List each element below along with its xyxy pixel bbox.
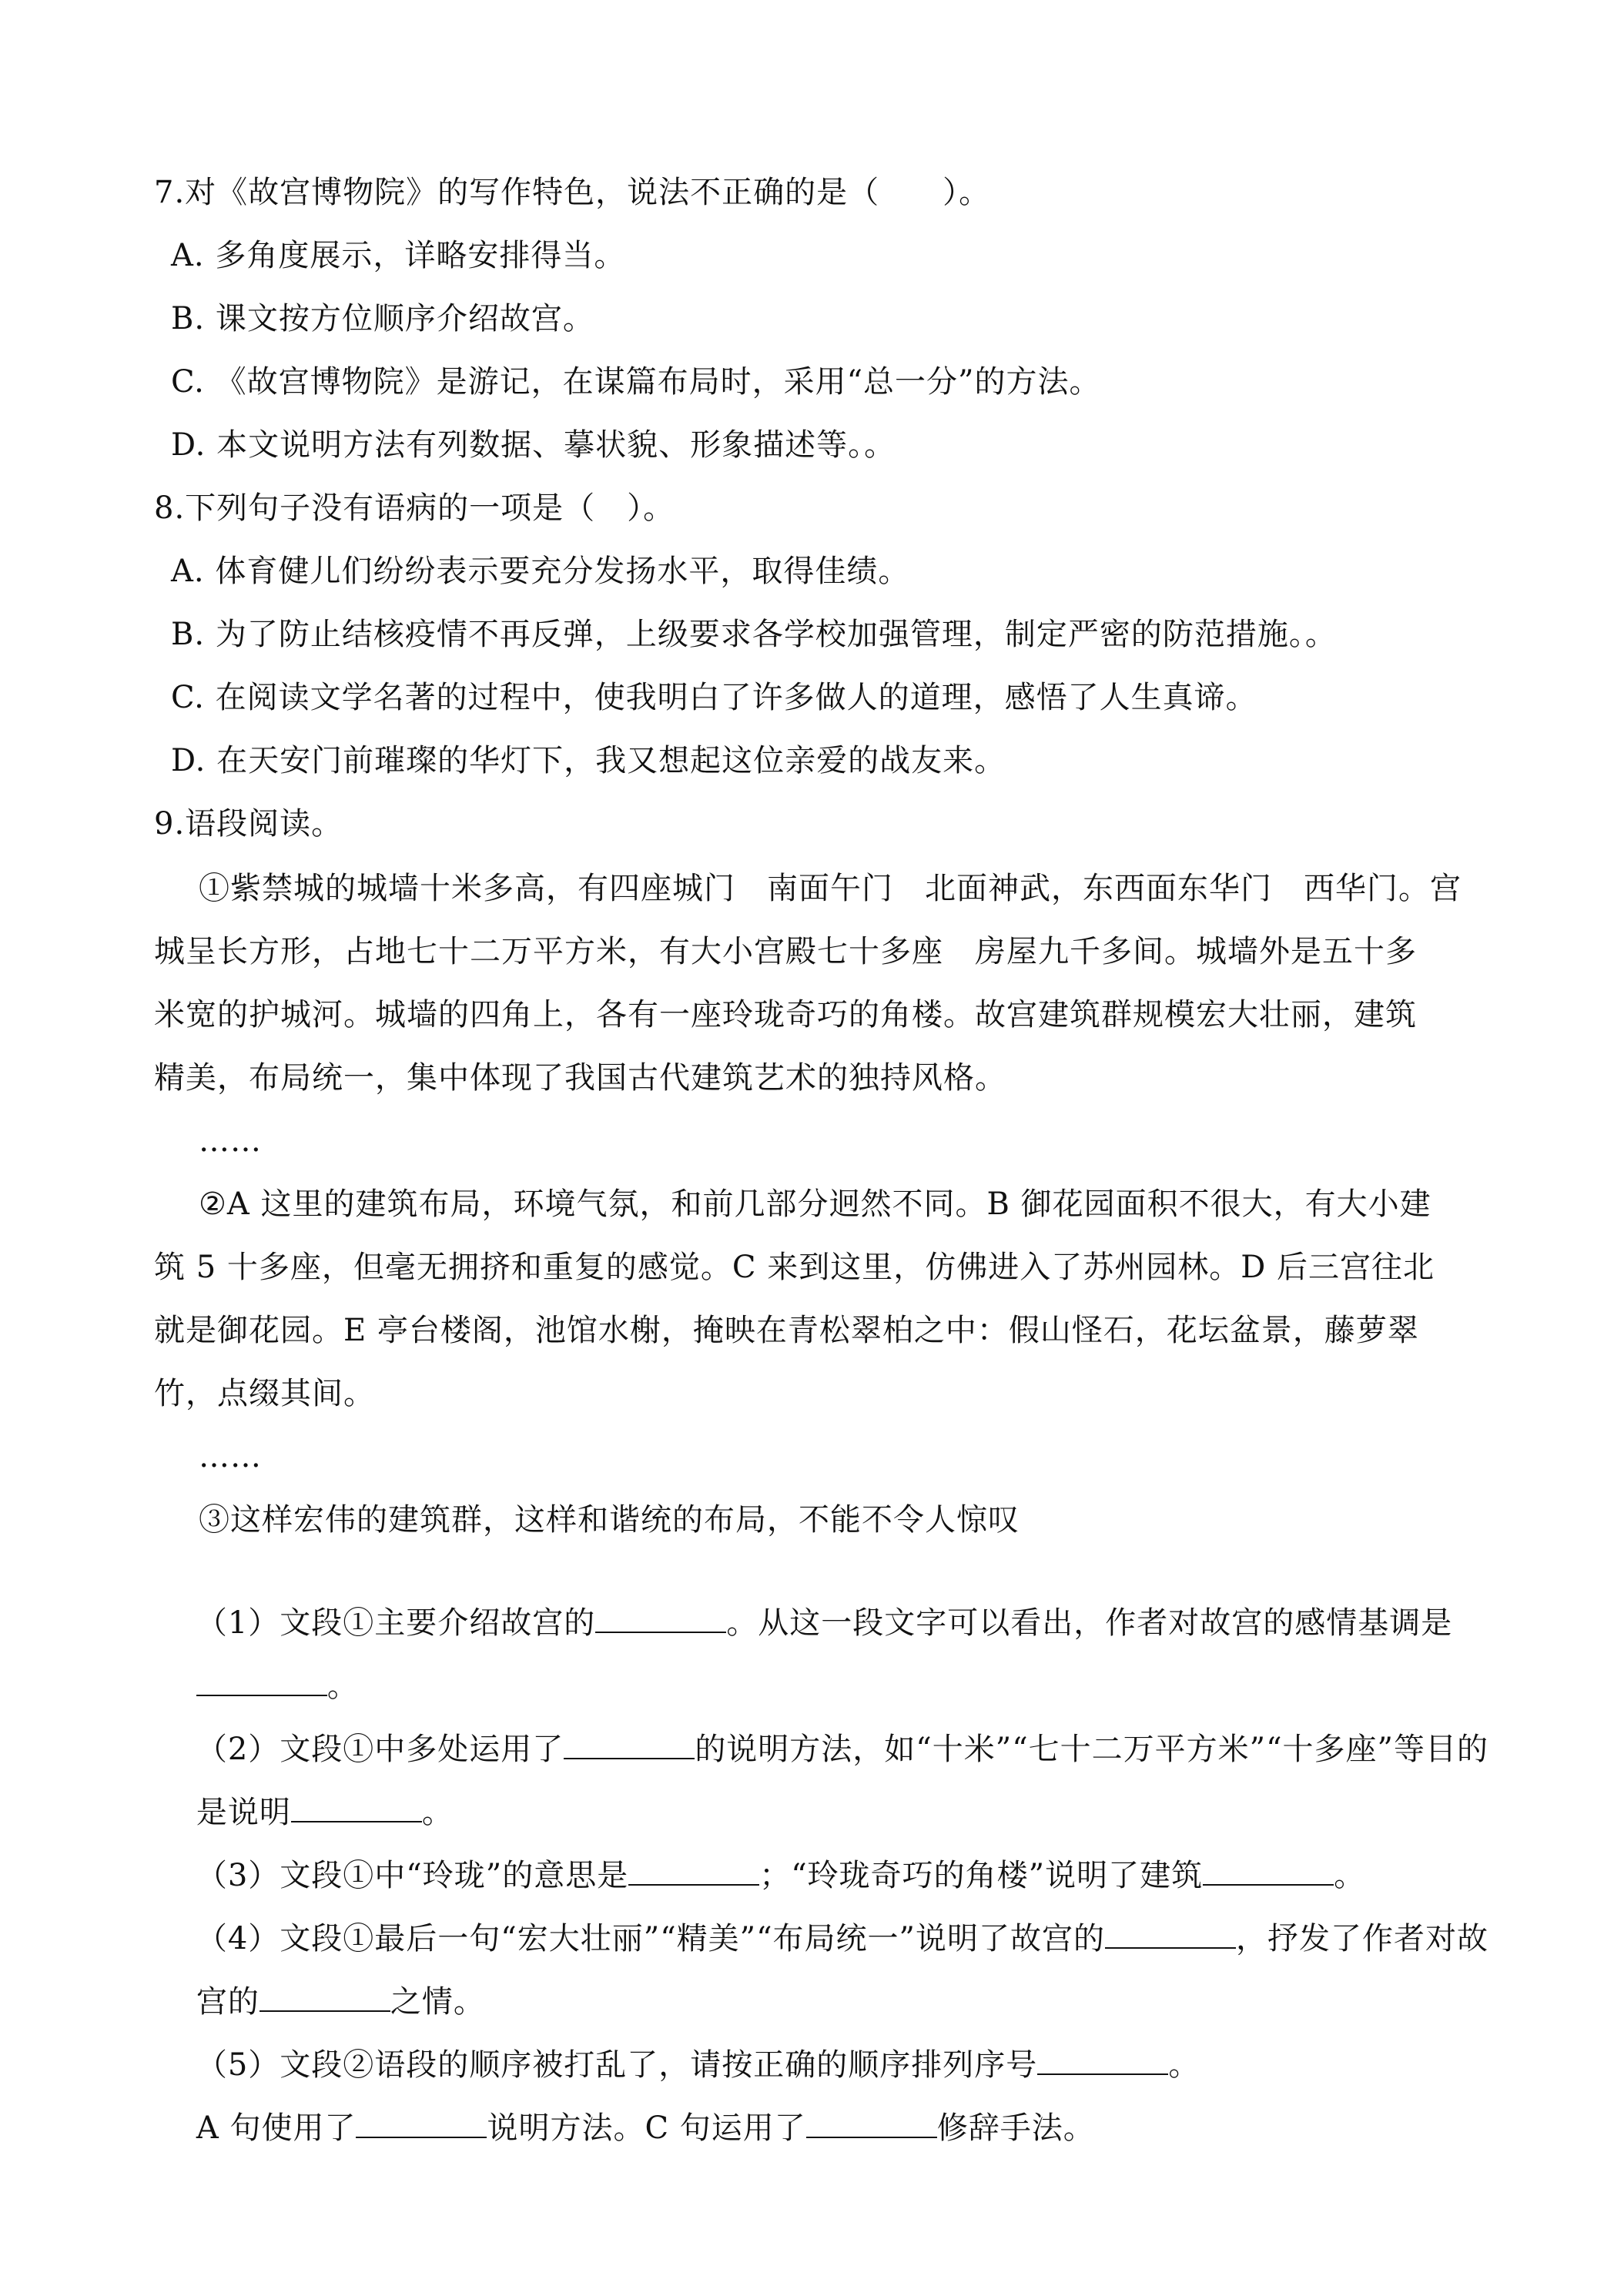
subq4-text: 之情。 [390,1984,485,2020]
q8-option-c: C. 在阅读文学名著的过程中，使我明白了许多做人的道理，感悟了人生真谛。 [171,680,1257,715]
ellipsis: …… [199,1439,262,1474]
passage1-line: ①紫禁城的城墙十米多高，有四座城门 南面午门 北面神武，东西面东华门 西华门。宫 [199,871,1462,906]
passage1-line: 米宽的护城河。城墙的四角上，各有一座玲珑奇巧的角楼。故宫建筑群规模宏大壮丽，建筑 [154,997,1417,1033]
answer-blank[interactable] [356,2109,487,2138]
subq4-text: ，抒发了作者对故 [1236,1921,1489,1956]
q8-option-d: D. 在天安门前璀璨的华灯下，我又想起这位亲爱的战友来。 [171,743,1006,778]
passage3-line: ③这样宏伟的建筑群，这样和谐统的布局，不能不令人惊叹 [199,1502,1020,1538]
subq5-text: A 句使用了 [196,2110,357,2146]
ellipsis: …… [199,1123,262,1159]
q7-option-d: D. 本文说明方法有列数据、摹状貌、形象描述等。。 [171,427,896,463]
subq3-text: 。 [1334,1858,1366,1893]
subq4-text: 宫的 [196,1984,260,2020]
passage2-line: 筑 5 十多座，但毫无拥挤和重复的感觉。C 来到这里，仿佛进入了苏州园林。D 后三宫往北 [154,1250,1435,1285]
answer-blank[interactable] [806,2109,937,2138]
answer-blank[interactable] [1105,1919,1236,1949]
subq5-text: （5）文段②语段的顺序被打乱了，请按正确的顺序排列序号 [196,2047,1038,2083]
subq1-text: 。从这一段文字可以看出，作者对故宫的感情基调是 [726,1605,1453,1641]
subq3-text: ；“玲珑奇巧的角楼”说明了建筑 [759,1858,1204,1893]
passage2-line: 就是御花园。E 亭台楼阁，池馆水榭，掩映在青松翠柏之中：假山怪石，花坛盆景，藤萝翠 [154,1313,1419,1348]
q7-option-c: C. 《故宫博物院》是游记，在谋篇布局时，采用“总一分”的方法。 [171,364,1101,400]
q8-option-a: A. 体育健儿们纷纷表示要充分发扬水平，取得佳绩。 [171,554,910,589]
q8-option-b: B. 为了防止结核疫情不再反弹，上级要求各学校加强管理，制定严密的防范措施。。 [171,617,1337,652]
passage1-line: 城呈长方形，占地七十二万平方米，有大小宫殿七十多座 房屋九千多间。城墙外是五十多 [154,934,1417,969]
subq5-text: 说明方法。C 句运用了 [487,2110,806,2146]
passage2-line: 竹，点缀其间。 [154,1376,375,1411]
subq5-line2 [154,2068,1095,2188]
q7-option-b: B. 课文按方位顺序介绍故宫。 [171,301,594,336]
answer-blank[interactable] [595,1604,726,1633]
subq1-text: 。 [326,1668,359,1704]
subq2-text: 的说明方法，如“十米”“七十二万平方米”“十多座”等目的 [695,1732,1489,1767]
passage2-line: ②A 这里的建筑布局，环境气氛，和前几部分迥然不同。B 御花园面积不很大，有大小建 [199,1186,1431,1222]
subq2-text: 。 [421,1795,454,1830]
q7-stem: 7.对《故宫博物院》的写作特色，说法不正确的是（ ）。 [154,175,991,210]
subq3-text: （3）文段①中“玲珑”的意思是 [196,1858,629,1893]
subq2-text: （2）文段①中多处运用了 [196,1732,564,1767]
subq5-text: 。 [1168,2047,1200,2083]
passage1-line: 精美，布局统一，集中体现了我国古代建筑艺术的独持风格。 [154,1060,1006,1096]
q9-stem: 9.语段阅读。 [154,806,343,842]
q7-option-a: A. 多角度展示，详略安排得当。 [171,238,626,273]
subq4-text: （4）文段①最后一句“宏大壮丽”“精美”“布局统一”说明了故宫的 [196,1921,1106,1956]
answer-blank[interactable] [564,1730,695,1759]
subq2-text: 是说明 [196,1795,291,1830]
subq1-text: （1）文段①主要介绍故宫的 [196,1605,596,1641]
q8-stem: 8.下列句子没有语病的一项是（ ）。 [154,490,675,526]
subq5-text: 修辞手法。 [936,2110,1095,2146]
